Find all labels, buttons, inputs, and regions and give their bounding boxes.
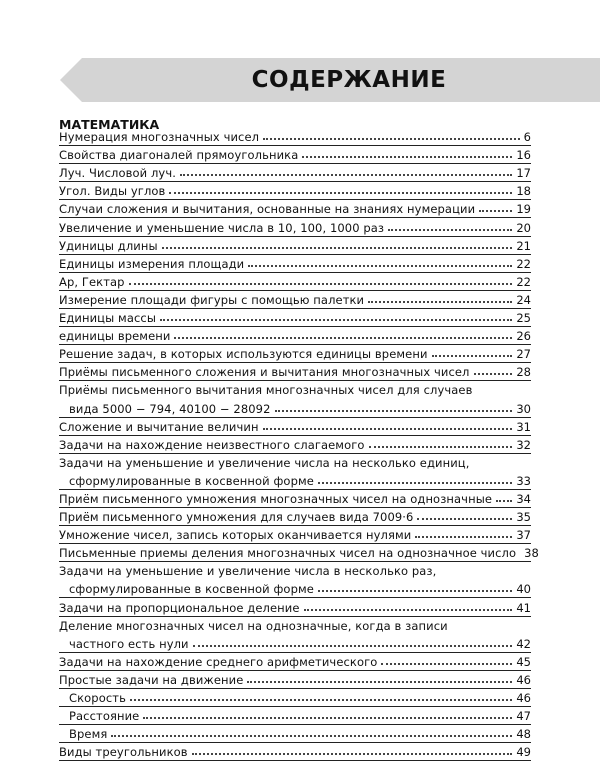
- toc-page-number: 30: [516, 401, 531, 416]
- dot-leader: [111, 735, 512, 737]
- toc-entry-line: [59, 726, 531, 741]
- toc-page-number: 22: [516, 274, 531, 289]
- toc-entry-title: Задачи на уменьшение и увеличение числа на несколько единиц,: [59, 455, 470, 470]
- toc-entry-line: [59, 437, 531, 452]
- toc-entry[interactable]: [59, 200, 531, 218]
- dot-leader: [417, 518, 512, 520]
- toc-entry-title: единицы времени: [59, 329, 171, 344]
- page-title: СОДЕРЖАНИЕ: [251, 67, 447, 93]
- toc-page-number: 34: [516, 491, 531, 506]
- toc-page-number: 20: [516, 220, 531, 235]
- toc-entry-title: Задачи на уменьшение и увеличение числа в несколько раз,: [59, 564, 437, 579]
- toc-page-number: 37: [516, 528, 531, 543]
- dot-leader: [130, 699, 512, 701]
- toc-entry[interactable]: [59, 598, 531, 616]
- toc-entry-line: [59, 581, 531, 596]
- dot-leader: [388, 229, 512, 231]
- toc-entry[interactable]: [59, 454, 531, 490]
- toc-page-number: 21: [516, 238, 531, 253]
- toc-entry-line: [59, 364, 531, 379]
- toc-entry-title: Угол. Виды углов: [59, 184, 166, 199]
- toc-entry[interactable]: [59, 436, 531, 454]
- toc-entry-line: [59, 527, 531, 542]
- toc-page-number: 28: [516, 365, 531, 380]
- toc-entry-title: Расстояние: [69, 709, 140, 724]
- dot-leader: [247, 681, 512, 683]
- dot-leader: [304, 609, 513, 611]
- toc-page-number: 45: [516, 654, 531, 669]
- dot-leader: [415, 536, 512, 538]
- dot-leader: [192, 753, 513, 755]
- toc-entry-line: [59, 183, 531, 198]
- toc-entry-line: [59, 256, 531, 271]
- toc-page-number: 27: [516, 347, 531, 362]
- toc-entry-line: [59, 201, 531, 216]
- toc-entry-line: [59, 328, 531, 343]
- toc-page-number: 38: [524, 546, 539, 561]
- toc-entry[interactable]: [59, 544, 539, 562]
- toc-entry-line: [59, 545, 539, 561]
- toc-entry[interactable]: [59, 128, 531, 146]
- toc-entry-line: [59, 672, 531, 687]
- toc-page-number: 49: [516, 745, 531, 760]
- toc-entry-title: Луч. Числовой луч.: [59, 166, 176, 181]
- dot-leader: [496, 500, 512, 502]
- dot-leader: [381, 663, 512, 665]
- toc-entry[interactable]: [59, 671, 531, 689]
- toc-entry-line: [59, 346, 531, 361]
- toc-page-number: 31: [516, 419, 531, 434]
- toc-page-number: 32: [516, 437, 531, 452]
- dot-leader: [318, 482, 512, 484]
- toc-entry-title: Единицы измерения площади: [59, 256, 245, 271]
- toc-page-number: 41: [516, 600, 531, 615]
- toc-entry-title: Нумерация многозначных чисел: [59, 130, 260, 145]
- toc-entry-line: [59, 509, 531, 524]
- toc-page-number: 26: [516, 329, 531, 344]
- toc-page-number: 33: [516, 473, 531, 488]
- dot-leader: [263, 428, 513, 430]
- toc-entry[interactable]: [59, 363, 531, 381]
- toc-entry-title: Случаи сложения и вычитания, основанные на знаниях нумерации: [59, 202, 476, 217]
- toc-entry-title: Сложение и вычитание величин: [59, 419, 259, 434]
- toc-page-number: 47: [516, 709, 531, 724]
- toc-page-number: 16: [516, 148, 531, 163]
- toc-page-number: 25: [516, 311, 531, 326]
- dot-leader: [160, 319, 512, 321]
- header-banner: [60, 58, 600, 102]
- dot-leader: [180, 174, 512, 176]
- toc-page-number: 6: [523, 130, 531, 145]
- toc-entry[interactable]: [59, 273, 531, 291]
- toc-entry-title: Приёмы письменного сложения и вычитания многозначных чисел: [59, 365, 470, 380]
- dot-leader: [302, 156, 512, 158]
- toc-entry-line: [59, 708, 531, 723]
- toc-entry-line: [59, 654, 531, 669]
- toc-entry[interactable]: [59, 743, 531, 761]
- toc-subentry[interactable]: [59, 689, 531, 707]
- toc-entry-title: Приёмы письменного вычитания многозначных чисел для случаев: [59, 383, 473, 398]
- toc-entry-title: Приём письменного умножения многозначных чисел на однозначные: [59, 491, 493, 506]
- dot-leader: [318, 590, 512, 592]
- toc-entry[interactable]: [59, 164, 531, 182]
- dot-leader: [143, 717, 512, 719]
- toc-page-number: 46: [516, 691, 531, 705]
- dot-leader: [248, 265, 512, 267]
- toc-entry-title-continued: частного есть нули: [69, 636, 189, 651]
- toc-page-number: 24: [516, 292, 531, 307]
- toc-entry[interactable]: [59, 291, 531, 309]
- toc-page-number: 17: [516, 166, 531, 181]
- toc-entry-line: [59, 473, 531, 488]
- toc-entry-title: Виды треугольников: [59, 745, 188, 760]
- toc-entry-title: Задачи на нахождение среднего арифметического: [59, 654, 378, 669]
- toc-entry-title: Удиницы длины: [59, 238, 158, 253]
- toc-entry-line: [59, 310, 531, 325]
- toc-entry-title: Единицы массы: [59, 311, 156, 326]
- toc-entry[interactable]: [59, 237, 531, 255]
- toc-entry-line: [59, 165, 531, 180]
- toc-entry[interactable]: [59, 418, 531, 436]
- toc-entry[interactable]: [59, 146, 531, 164]
- dot-leader: [129, 283, 513, 285]
- dot-leader: [162, 247, 513, 249]
- dot-leader: [275, 410, 513, 412]
- toc-entry-line: [59, 238, 531, 253]
- toc-entry-title: Скорость: [69, 691, 126, 705]
- dot-leader: [174, 337, 512, 339]
- dot-leader: [169, 192, 512, 194]
- toc-entry-title: Время: [69, 727, 108, 742]
- dot-leader: [193, 645, 513, 647]
- toc-page-number: 19: [516, 202, 531, 217]
- toc-entry[interactable]: [59, 218, 531, 236]
- toc-entry-line: [59, 491, 531, 506]
- toc-entry-title-continued: сформулированные в косвенной форме: [69, 473, 314, 488]
- toc-subentry[interactable]: [59, 725, 531, 743]
- toc-entry-line: [59, 292, 531, 307]
- toc-entry-line: [59, 274, 531, 289]
- toc-entry-line: [59, 129, 531, 144]
- toc-entry[interactable]: [59, 562, 531, 598]
- dot-leader: [263, 138, 520, 140]
- toc-entry-line: [59, 419, 531, 434]
- toc-entry-title-continued: сформулированные в косвенной форме: [69, 582, 314, 597]
- toc-entry[interactable]: [59, 653, 531, 671]
- dot-leader: [474, 373, 513, 375]
- toc-entry-line: [59, 220, 531, 235]
- toc-page-number: 40: [516, 582, 531, 597]
- toc-entry-title: Ар, Гектар: [59, 274, 125, 289]
- toc-entry-line: [59, 636, 531, 651]
- toc-entry[interactable]: [59, 182, 531, 200]
- toc-entry[interactable]: [59, 327, 531, 345]
- toc-subentry[interactable]: [59, 707, 531, 725]
- toc-page-number: 18: [516, 184, 531, 199]
- toc-entry-title: Приём письменного умножения для случаев вида 7009·6: [59, 510, 414, 525]
- toc-entry-line: [59, 600, 531, 615]
- toc-entry-title: Задачи на нахождение неизвестного слагаемого: [59, 437, 365, 452]
- toc-page-number: 42: [516, 636, 531, 651]
- toc-page-number: 22: [516, 256, 531, 271]
- toc-entry-title: Деление многозначных чисел на однозначные, когда в записи: [59, 618, 448, 633]
- toc-entry-title: Задачи на пропорциональное деление: [59, 600, 300, 615]
- toc-entry-title: Решение задач, в которых используются единицы времени: [59, 347, 428, 362]
- toc-entry[interactable]: [59, 345, 531, 363]
- toc-page-number: 48: [516, 727, 531, 742]
- toc-entry-title-continued: вида 5000 − 794, 40100 − 28092: [69, 401, 271, 416]
- table-of-contents: [59, 128, 539, 761]
- section-heading: МАТЕМАТИКА: [59, 117, 160, 132]
- toc-entry-title: Измерение площади фигуры с помощью палетки: [59, 292, 365, 307]
- toc-entry[interactable]: [59, 309, 531, 327]
- toc-entry-line: [59, 744, 531, 759]
- toc-entry-title: Простые задачи на движение: [59, 672, 244, 687]
- toc-entry-line: [59, 401, 531, 416]
- toc-entry-title: Свойства диагоналей прямоугольника: [59, 148, 299, 163]
- toc-page-number: 46: [516, 672, 531, 687]
- toc-entry-title: Письменные приемы деления многозначных чисел на однозначное число: [59, 546, 517, 561]
- dot-leader: [432, 355, 513, 357]
- toc-entry[interactable]: [59, 255, 531, 273]
- toc-entry[interactable]: [59, 617, 531, 653]
- toc-entry[interactable]: [59, 381, 531, 417]
- toc-entry[interactable]: [59, 490, 531, 508]
- toc-entry-line: [59, 690, 531, 705]
- toc-entry-title: Увеличение и уменьшение числа в 10, 100, 1000 раз: [59, 220, 385, 235]
- dot-leader: [479, 210, 512, 212]
- toc-entry-line: [59, 147, 531, 162]
- dot-leader: [369, 446, 513, 448]
- toc-entry[interactable]: [59, 526, 531, 544]
- toc-entry[interactable]: [59, 508, 531, 526]
- toc-entry-title: Умножение чисел, запись которых оканчивается нулями: [59, 528, 412, 543]
- dot-leader: [368, 301, 512, 303]
- toc-page-number: 35: [516, 510, 531, 525]
